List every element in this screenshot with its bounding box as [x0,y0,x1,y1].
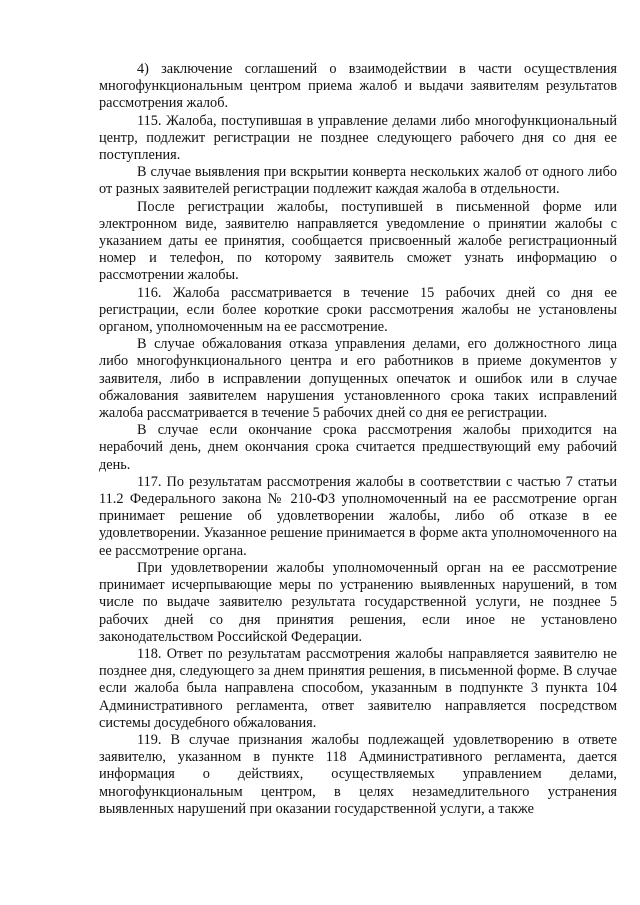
paragraph-115: 115. Жалоба, поступившая в управление делами либо многофункциональный центр, подлежит регистрации не позднее следующего рабочего дня со дня ее поступления. [99,112,617,164]
paragraph-118: 118. Ответ по результатам рассмотрения жалобы направляется заявителю не позднее дня, следующего за днем принятия решения, в письменной форме. В случае если жалоба была направлена способом, указанным в подпункте 3 пункта 104 Административного регламента, ответ заявителю направляется посредством системы досудебного обжалования. [99,645,617,731]
paragraph-116-refusal: В случае обжалования отказа управления делами, его должностного лица либо многофункционального центра и его работников в приеме документов у заявителя, либо в исправлении допущенных опечаток и ошибок или в случае обжалования заявителем нарушения установленного срока таких исправлений жалоба рассматривается в течение 5 рабочих дней со дня ее регистрации. [99,336,617,422]
paragraph-117: 117. По результатам рассмотрения жалобы в соответствии с частью 7 статьи 11.2 Федерального закона № 210-ФЗ уполномоченный на ее рассмотрение орган принимает решение об удовлетворении жалобы, либо об отказе в ее удовлетворении. Указанное решение принимается в форме акта уполномоченного на ее рассмотрение органа. [99,473,617,559]
paragraph-115-notification: После регистрации жалобы, поступившей в письменной форме или электронном виде, заявителю направляется уведомление о принятии жалобы с указанием даты ее принятия, сообщается присвоенный жалобе регистрационный номер и телефон, по которому заявитель сможет узнать информацию о рассмотрении жалобы. [99,198,617,284]
paragraph-116: 116. Жалоба рассматривается в течение 15 рабочих дней со дня ее регистрации, если более короткие сроки рассмотрения жалобы не установлены органом, уполномоченным на ее рассмотрение. [99,284,617,336]
document-page [99,61,617,818]
paragraph-115-envelope: В случае выявления при вскрытии конверта нескольких жалоб от одного либо от разных заявителей регистрации подлежит каждая жалоба в отдельности. [99,164,617,198]
paragraph-item-4-conclusion: 4) заключение соглашений о взаимодействии в части осуществления многофункциональным центром приема жалоб и выдачи заявителям результатов рассмотрения жалоб. [99,61,617,112]
paragraph-117-satisfaction: При удовлетворении жалобы уполномоченный орган на ее рассмотрение принимает исчерпывающие меры по устранению выявленных нарушений, в том числе по выдаче заявителю результата государственной услуги, не позднее 5 рабочих дней со дня принятия решения, если иное не установлено законодательством Российской Федерации. [99,559,617,645]
paragraph-119: 119. В случае признания жалобы подлежащей удовлетворению в ответе заявителю, указанном в пункте 118 Административного регламента, дается информация о действиях, осуществляемых управлением делами, многофункциональным центром, в целях незамедлительного устранения выявленных нарушений при оказании государственной услуги, а также [99,731,617,817]
paragraph-116-nonworking-day: В случае если окончание срока рассмотрения жалобы приходится на нерабочий день, днем окончания срока считается предшествующий ему рабочий день. [99,422,617,473]
